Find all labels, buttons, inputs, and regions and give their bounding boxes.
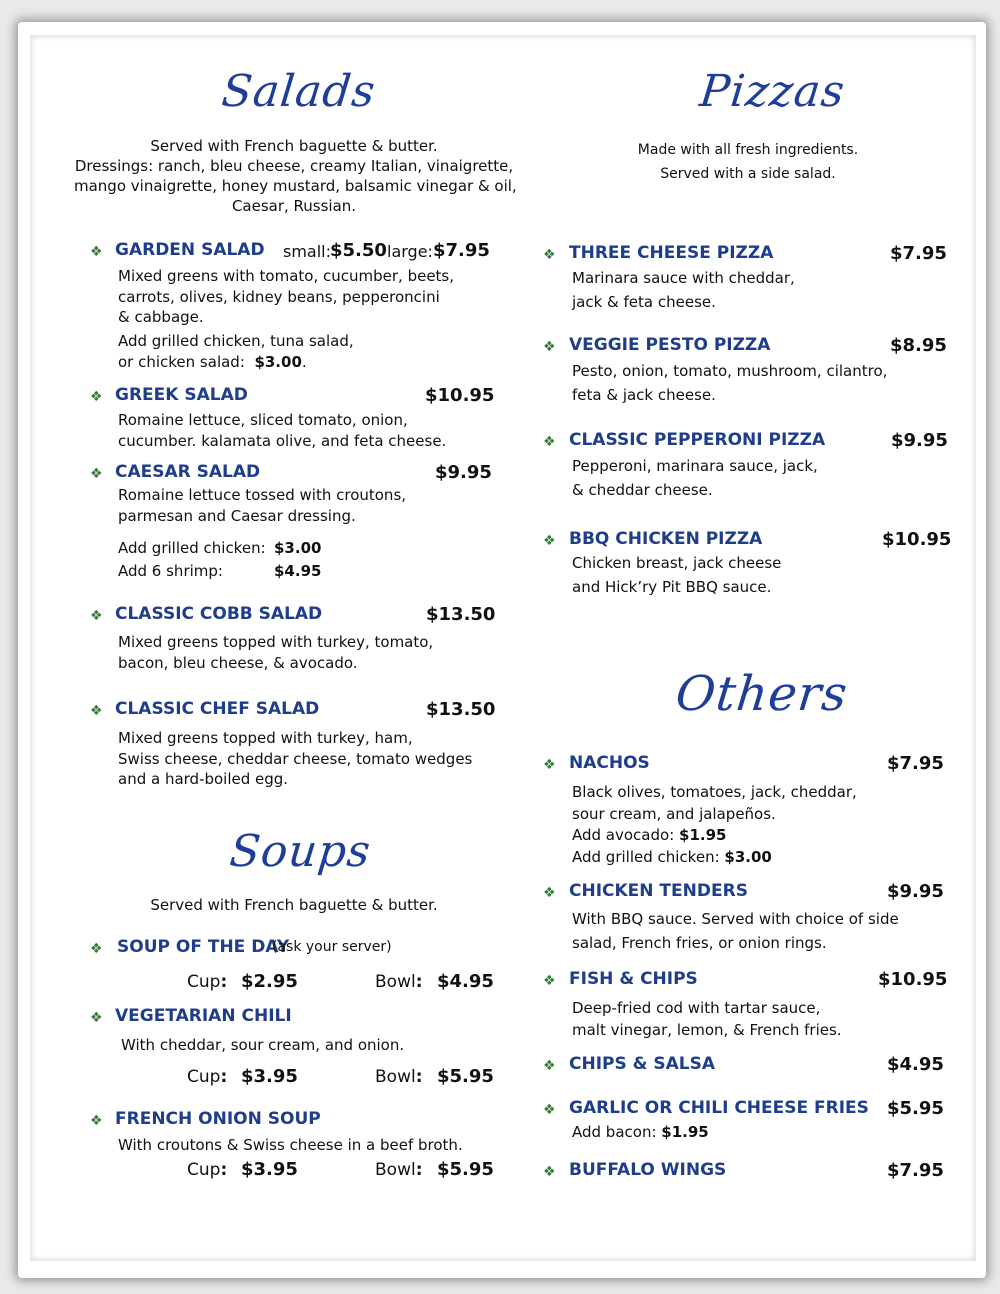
- desc-line: parmesan and Caesar dressing.: [118, 506, 356, 525]
- cup-label: [187, 1067, 227, 1087]
- bowl-label: [375, 1067, 423, 1087]
- caesar-salad-name: CAESAR SALAD: [115, 462, 261, 482]
- caesar-salad-price: $9.95: [435, 462, 492, 483]
- bbq-chicken-pizza-price: $10.95: [882, 529, 952, 550]
- bullet-icon: ❖: [543, 1102, 556, 1118]
- pizzas-intro: [598, 138, 898, 186]
- addon-line: [572, 847, 857, 869]
- salads-intro: [74, 136, 517, 216]
- chicken-tenders-desc: [572, 907, 899, 955]
- cup-label: [187, 972, 227, 992]
- vegetarian-chili-cup-price: $3.95: [241, 1066, 298, 1087]
- french-onion-bowl-price: $5.95: [437, 1159, 494, 1180]
- fish-chips-desc: [572, 998, 842, 1041]
- cobb-salad-name: CLASSIC COBB SALAD: [115, 604, 323, 624]
- bullet-icon: ❖: [90, 466, 103, 482]
- bullet-icon: ❖: [543, 973, 556, 989]
- bullet-icon: ❖: [90, 244, 103, 260]
- desc-line: Marinara sauce with cheddar,: [572, 269, 795, 287]
- addon-line: Add grilled chicken, tuna salad,: [118, 332, 354, 350]
- soup-of-day-note: (ask your server): [272, 939, 392, 955]
- bullet-icon: ❖: [543, 434, 556, 450]
- veggie-pesto-pizza-price: $8.95: [890, 335, 947, 356]
- classic-pepperoni-pizza-price: $9.95: [891, 430, 948, 451]
- colon: :: [220, 1067, 228, 1087]
- addon-label: Add bacon:: [572, 1123, 657, 1141]
- caesar-addon-label: Add grilled chicken:: [118, 539, 266, 557]
- desc-line: & cheddar cheese.: [572, 481, 713, 499]
- classic-pepperoni-pizza-desc: [572, 454, 818, 502]
- nachos-name: NACHOS: [569, 753, 650, 773]
- desc-line: Romaine lettuce tossed with croutons,: [118, 486, 407, 504]
- cobb-salad-price: $13.50: [426, 604, 496, 625]
- desc-line: Mixed greens topped with turkey, ham,: [118, 729, 413, 747]
- chicken-tenders-name: CHICKEN TENDERS: [569, 881, 748, 901]
- desc-line: and a hard-boiled egg.: [118, 770, 289, 788]
- bowl-text: Bowl: [375, 1160, 416, 1180]
- cheese-fries-addon: [572, 1122, 709, 1143]
- nachos-price: $7.95: [887, 753, 944, 774]
- bullet-icon: ❖: [543, 757, 556, 773]
- cup-text: Cup: [187, 1067, 221, 1087]
- bullet-icon: ❖: [543, 339, 556, 355]
- bullet-icon: ❖: [543, 1164, 556, 1180]
- addon-line: [572, 825, 857, 847]
- addon-price: $1.95: [661, 1123, 709, 1141]
- caesar-addon-price: $4.95: [274, 562, 322, 580]
- desc-line: sour cream, and jalapeños.: [572, 804, 776, 823]
- chips-salsa-name: CHIPS & SALSA: [569, 1054, 716, 1074]
- desc-line: carrots, olives, kidney beans, pepperoncini: [118, 287, 440, 306]
- pizzas-intro-line: Served with a side salad.: [660, 166, 836, 182]
- buffalo-wings-price: $7.95: [887, 1160, 944, 1181]
- pizzas-heading: Pizzas: [697, 66, 848, 117]
- desc-line: and Hick’ry Pit BBQ sauce.: [572, 578, 772, 596]
- desc-line: bacon, bleu cheese, & avocado.: [118, 653, 358, 672]
- garden-salad-name: GARDEN SALAD: [115, 240, 265, 260]
- desc-line: Romaine lettuce, sliced tomato, onion,: [118, 411, 408, 429]
- cup-text: Cup: [187, 1160, 221, 1180]
- bowl-label: [375, 1160, 423, 1180]
- desc-line: Black olives, tomatoes, jack, cheddar,: [572, 783, 857, 801]
- nachos-desc: [572, 782, 857, 868]
- salads-intro-line: Served with French baguette & butter.: [150, 137, 438, 155]
- cheese-fries-price: $5.95: [887, 1098, 944, 1119]
- bbq-chicken-pizza-desc: [572, 551, 781, 599]
- bullet-icon: ❖: [90, 1010, 103, 1026]
- garden-small-label: small:: [283, 242, 332, 261]
- cup-label: [187, 1160, 227, 1180]
- desc-line: & cabbage.: [118, 308, 204, 326]
- french-onion-soup-desc: With croutons & Swiss cheese in a beef broth.: [118, 1136, 463, 1154]
- colon: :: [220, 1160, 228, 1180]
- bbq-chicken-pizza-name: BBQ CHICKEN PIZZA: [569, 529, 763, 549]
- pizzas-intro-line: Made with all fresh ingredients.: [637, 142, 859, 158]
- desc-line: Mixed greens with tomato, cucumber, beets,: [118, 267, 455, 285]
- bullet-icon: ❖: [90, 1113, 103, 1129]
- addon-period: .: [301, 352, 307, 371]
- chips-salsa-price: $4.95: [887, 1054, 944, 1075]
- cheese-fries-name: GARLIC OR CHILI CHEESE FRIES: [569, 1098, 869, 1118]
- bullet-icon: ❖: [543, 247, 556, 263]
- vegetarian-chili-bowl-price: $5.95: [437, 1066, 494, 1087]
- bullet-icon: ❖: [543, 885, 556, 901]
- soup-of-day-cup-price: $2.95: [241, 971, 298, 992]
- soup-of-day-bowl-price: $4.95: [437, 971, 494, 992]
- desc-line: feta & jack cheese.: [572, 386, 716, 404]
- greek-salad-price: $10.95: [425, 385, 495, 406]
- fish-chips-price: $10.95: [878, 969, 948, 990]
- garden-large-label: large:: [387, 242, 433, 261]
- caesar-salad-desc: [118, 485, 406, 526]
- garden-salad-desc: [118, 266, 454, 328]
- others-heading: Others: [673, 666, 851, 722]
- addon-price: $3.00: [254, 352, 302, 371]
- colon: :: [415, 1160, 423, 1180]
- caesar-addon-price: $3.00: [274, 539, 322, 557]
- buffalo-wings-name: BUFFALO WINGS: [569, 1160, 727, 1180]
- french-onion-cup-price: $3.95: [241, 1159, 298, 1180]
- desc-line: Deep-fried cod with tartar sauce,: [572, 999, 821, 1017]
- chef-salad-price: $13.50: [426, 699, 496, 720]
- bowl-label: [375, 972, 423, 992]
- desc-line: malt vinegar, lemon, & French fries.: [572, 1020, 842, 1039]
- addon-price: $3.00: [724, 847, 772, 866]
- bullet-icon: ❖: [543, 533, 556, 549]
- desc-line: salad, French fries, or onion rings.: [572, 934, 827, 952]
- three-cheese-pizza-name: THREE CHEESE PIZZA: [569, 243, 774, 263]
- addon-line: [118, 352, 354, 373]
- desc-line: Mixed greens topped with turkey, tomato,: [118, 633, 434, 651]
- bullet-icon: ❖: [90, 389, 103, 405]
- bullet-icon: ❖: [90, 608, 103, 624]
- salads-intro-line: Dressings: ranch, bleu cheese, creamy Italian, vinaigrette,: [74, 157, 514, 175]
- addon-label: Add grilled chicken:: [572, 847, 720, 866]
- bullet-icon: ❖: [90, 941, 103, 957]
- garden-large-price: $7.95: [433, 240, 490, 261]
- desc-line: Chicken breast, jack cheese: [572, 554, 782, 572]
- cobb-salad-desc: [118, 632, 433, 673]
- caesar-addon-label: Add 6 shrimp:: [118, 562, 223, 580]
- classic-pepperoni-pizza-name: CLASSIC PEPPERONI PIZZA: [569, 430, 826, 450]
- vegetarian-chili-name: VEGETARIAN CHILI: [115, 1006, 292, 1026]
- cup-text: Cup: [187, 972, 221, 992]
- greek-salad-desc: [118, 410, 446, 451]
- soup-of-day-name: SOUP OF THE DAY: [117, 937, 290, 957]
- desc-line: Swiss cheese, cheddar cheese, tomato wedges: [118, 749, 473, 768]
- colon: :: [415, 1067, 423, 1087]
- greek-salad-name: GREEK SALAD: [115, 385, 248, 405]
- desc-line: Pesto, onion, tomato, mushroom, cilantro,: [572, 362, 888, 380]
- salads-intro-line: Caesar, Russian.: [231, 197, 357, 215]
- chicken-tenders-price: $9.95: [887, 881, 944, 902]
- fish-chips-name: FISH & CHIPS: [569, 969, 698, 989]
- addon-label: Add avocado:: [572, 826, 675, 844]
- veggie-pesto-pizza-desc: [572, 359, 887, 407]
- bowl-text: Bowl: [375, 972, 416, 992]
- salads-heading: Salads: [219, 66, 379, 117]
- french-onion-soup-name: FRENCH ONION SOUP: [115, 1109, 321, 1129]
- bullet-icon: ❖: [90, 703, 103, 719]
- colon: :: [415, 972, 423, 992]
- soups-intro: Served with French baguette & butter.: [150, 896, 438, 914]
- vegetarian-chili-desc: With cheddar, sour cream, and onion.: [121, 1036, 405, 1054]
- veggie-pesto-pizza-name: VEGGIE PESTO PIZZA: [569, 335, 771, 355]
- garden-salad-addons: [118, 331, 354, 372]
- salads-intro-line: mango vinaigrette, honey mustard, balsamic vinegar & oil,: [74, 177, 517, 195]
- desc-line: With BBQ sauce. Served with choice of side: [572, 910, 899, 928]
- garden-small-price: $5.50: [330, 240, 387, 261]
- colon: :: [220, 972, 228, 992]
- addon-price: $1.95: [679, 826, 727, 844]
- soups-heading: Soups: [227, 826, 374, 877]
- three-cheese-pizza-price: $7.95: [890, 243, 947, 264]
- bowl-text: Bowl: [375, 1067, 416, 1087]
- desc-line: Pepperoni, marinara sauce, jack,: [572, 457, 818, 475]
- desc-line: jack & feta cheese.: [572, 293, 716, 311]
- chef-salad-name: CLASSIC CHEF SALAD: [115, 699, 320, 719]
- bullet-icon: ❖: [543, 1058, 556, 1074]
- desc-line: cucumber. kalamata olive, and feta cheese.: [118, 431, 447, 450]
- addon-text: or chicken salad:: [118, 352, 245, 371]
- three-cheese-pizza-desc: [572, 266, 795, 314]
- chef-salad-desc: [118, 728, 472, 790]
